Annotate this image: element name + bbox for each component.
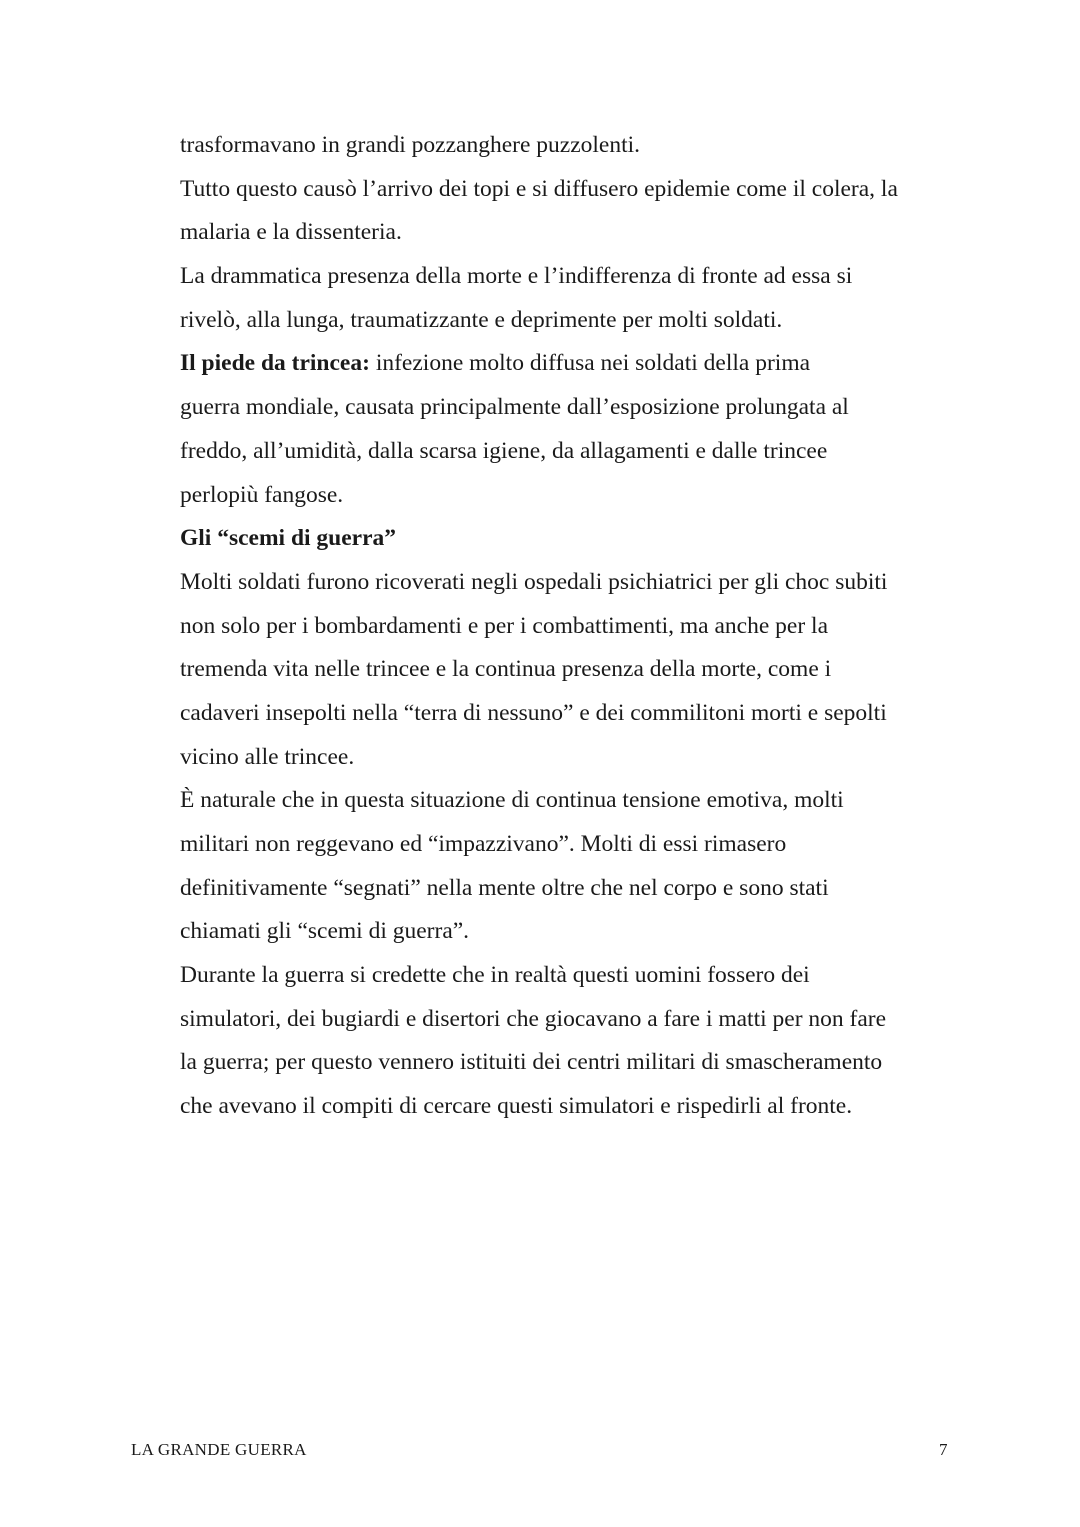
text-line: perlopiù fangose. bbox=[180, 481, 344, 508]
text-line: che avevano il compiti di cercare questi simulatori e rispedirli al fronte. bbox=[180, 1093, 853, 1120]
definition-text: infezione molto diffusa nei soldati della prima bbox=[369, 350, 811, 377]
text-line: È naturale che in questa situazione di continua tensione emotiva, molti bbox=[180, 787, 844, 814]
text-line: cadaveri insepolti nella “terra di nessuno” e dei commilitoni morti e sepolti bbox=[180, 699, 887, 726]
text-line: Molti soldati furono ricoverati negli ospedali psichiatrici per gli choc subiti bbox=[180, 568, 888, 595]
page-number: 7 bbox=[939, 1440, 948, 1459]
text-line: militari non reggevano ed “impazzivano”. Molti di essi rimasero bbox=[180, 831, 787, 857]
text-line: freddo, all’umidità, dalla scarsa igiene, da allagamenti e dalle trincee bbox=[180, 437, 828, 464]
text-line: chiamati gli “scemi di guerra”. bbox=[180, 918, 470, 945]
text-line: la guerra; per questo vennero istituiti dei centri militari di smascheramento bbox=[180, 1049, 883, 1076]
text-line: rivelò, alla lunga, traumatizzante e deprimente per molti soldati. bbox=[180, 306, 783, 333]
text-line: Tutto questo causò l’arrivo dei topi e si diffusero epidemie come il colera, la bbox=[180, 175, 898, 202]
footer-title: LA GRANDE GUERRA bbox=[131, 1440, 307, 1459]
text-line: malaria e la dissenteria. bbox=[180, 219, 402, 246]
text-line: guerra mondiale, causata principalmente dall’esposizione prolungata al bbox=[180, 394, 849, 421]
text-line: definitivamente “segnati” nella mente oltre che nel corpo e sono stati bbox=[180, 874, 829, 901]
text-line: trasformavano in grandi pozzanghere puzzolenti. bbox=[180, 132, 641, 158]
term-label: Il piede da trincea: bbox=[180, 350, 370, 377]
text-line: simulatori, dei bugiardi e disertori che giocavano a fare i matti per non fare bbox=[180, 1005, 887, 1032]
page-body bbox=[180, 124, 980, 1129]
text-line: La drammatica presenza della morte e l’indifferenza di fronte ad essa si bbox=[180, 263, 853, 290]
text-line: vicino alle trincee. bbox=[180, 743, 355, 770]
text-line: non solo per i bombardamenti e per i combattimenti, ma anche per la bbox=[180, 612, 828, 639]
text-line: tremenda vita nelle trincee e la continua presenza della morte, come i bbox=[180, 656, 832, 683]
text-line bbox=[180, 342, 980, 386]
section-heading: Gli “scemi di guerra” bbox=[180, 525, 397, 552]
text-line: Durante la guerra si credette che in realtà questi uomini fossero dei bbox=[180, 962, 810, 989]
